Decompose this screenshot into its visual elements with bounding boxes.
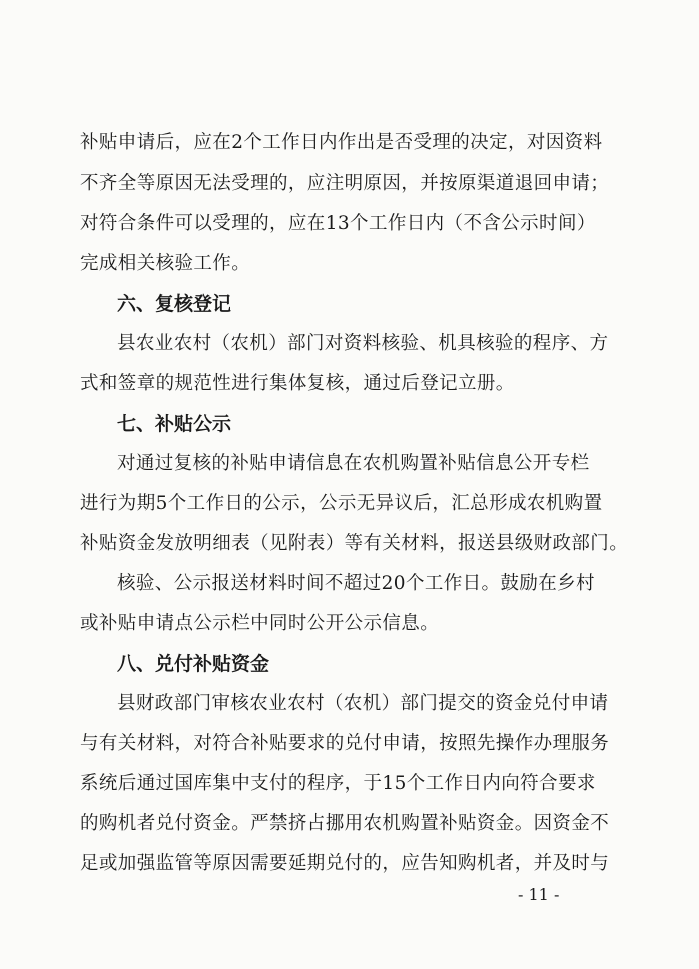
page-number: - 11 -: [518, 885, 560, 904]
body-line: 对符合条件可以受理的，应在13个工作日内（不含公示时间）: [80, 213, 596, 234]
body-line: 县财政部门审核农业农村（农机）部门提交的资金兑付申请: [117, 693, 609, 714]
body-line: 足或加强监管等原因需要延期兑付的，应告知购机者，并及时与: [80, 853, 610, 874]
section-heading: 八、兑付补贴资金: [117, 653, 270, 675]
body-line: 完成相关核验工作。: [80, 253, 251, 274]
body-line: 县农业农村（农机）部门对资料核验、机具核验的程序、方: [117, 333, 609, 354]
body-line: 或补贴申请点公示栏中同时公开公示信息。: [80, 613, 440, 634]
body-line: 核验、公示报送材料时间不超过20个工作日。鼓励在乡村: [117, 573, 595, 594]
body-line: 对通过复核的补贴申请信息在农机购置补贴信息公开专栏: [117, 453, 590, 474]
body-line: 式和签章的规范性进行集体复核，通过后登记立册。: [80, 373, 515, 394]
body-line: 系统后通过国库集中支付的程序，于15个工作日内向符合要求: [80, 773, 596, 794]
body-line: 补贴资金发放明细表（见附表）等有关材料，报送县级财政部门。: [80, 533, 629, 554]
body-line: 的购机者兑付资金。严禁挤占挪用农机购置补贴资金。因资金不: [80, 813, 610, 834]
section-heading: 六、复核登记: [117, 293, 232, 315]
body-line: 补贴申请后，应在2个工作日内作出是否受理的决定，对因资料: [80, 132, 603, 153]
body-line: 与有关材料，对符合补贴要求的兑付申请，按照先操作办理服务: [80, 733, 610, 754]
section-heading: 七、补贴公示: [117, 413, 232, 435]
body-line: 进行为期5个工作日的公示，公示无异议后，汇总形成农机购置: [80, 493, 603, 514]
body-line: 不齐全等原因无法受理的，应注明原因，并按原渠道退回申请；: [80, 173, 610, 194]
